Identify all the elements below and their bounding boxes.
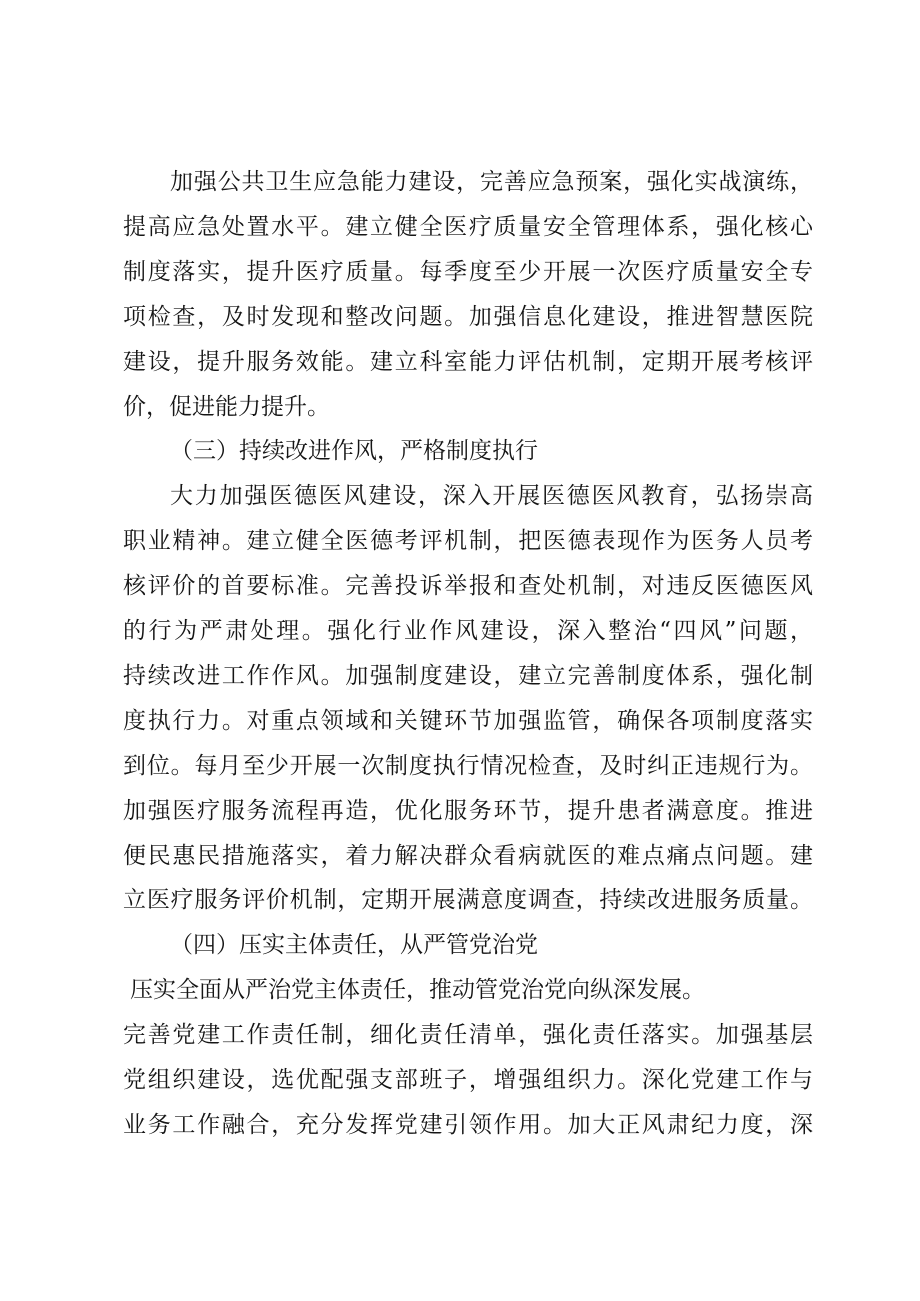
paragraph-line: 的行为严肃处理。强化行业作风建设，深入整治“四风”问题， (123, 618, 813, 644)
paragraph-line: 立医疗服务评价机制，定期开展满意度调查，持续改进服务质量。 (123, 887, 813, 913)
paragraph-line: 制度落实，提升医疗质量。每季度至少开展一次医疗质量安全专 (123, 259, 813, 285)
paragraph-line: 项检查，及时发现和整改问题。加强信息化建设，推进智慧医院 (123, 304, 813, 330)
paragraph-line: 价，促进能力提升。 (123, 394, 330, 420)
paragraph-line: 业务工作融合，充分发挥党建引领作用。加大正风肃纪力度，深 (123, 1112, 813, 1138)
paragraph-line: 核评价的首要标准。完善投诉举报和查处机制，对违反医德医风 (123, 573, 813, 599)
paragraph-line: 提高应急处置水平。建立健全医疗质量安全管理体系，强化核心 (123, 214, 813, 240)
paragraph-line: 便民惠民措施落实，着力解决群众看病就医的难点痛点问题。建 (123, 843, 813, 869)
paragraph-line: 到位。每月至少开展一次制度执行情况检查，及时纠正违规行为。 (123, 753, 813, 779)
section-heading: （四）压实主体责任，从严管党治党 (170, 932, 538, 958)
section-heading: （三）持续改进作风，严格制度执行 (170, 438, 538, 464)
paragraph-line: 完善党建工作责任制，细化责任清单，强化责任落实。加强基层 (123, 1022, 813, 1048)
paragraph-line: 加强公共卫生应急能力建设，完善应急预案，强化实战演练， (170, 169, 813, 195)
paragraph-line: 党组织建设，选优配强支部班子，增强组织力。深化党建工作与 (123, 1067, 813, 1093)
paragraph-line: 度执行力。对重点领域和关键环节加强监管，确保各项制度落实 (123, 708, 813, 734)
paragraph-line: 建设，提升服务效能。建立科室能力评估机制，定期开展考核评 (123, 349, 813, 375)
paragraph-line: 加强医疗服务流程再造，优化服务环节，提升患者满意度。推进 (123, 798, 813, 824)
paragraph-line: 大力加强医德医风建设，深入开展医德医风教育，弘扬崇高 (170, 483, 813, 509)
paragraph-line: 职业精神。建立健全医德考评机制，把医德表现作为医务人员考 (123, 528, 813, 554)
paragraph-line: 持续改进工作作风。加强制度建设，建立完善制度体系，强化制 (123, 663, 813, 689)
paragraph-line: 压实全面从严治党主体责任，推动管党治党向纵深发展。 (130, 977, 705, 1003)
